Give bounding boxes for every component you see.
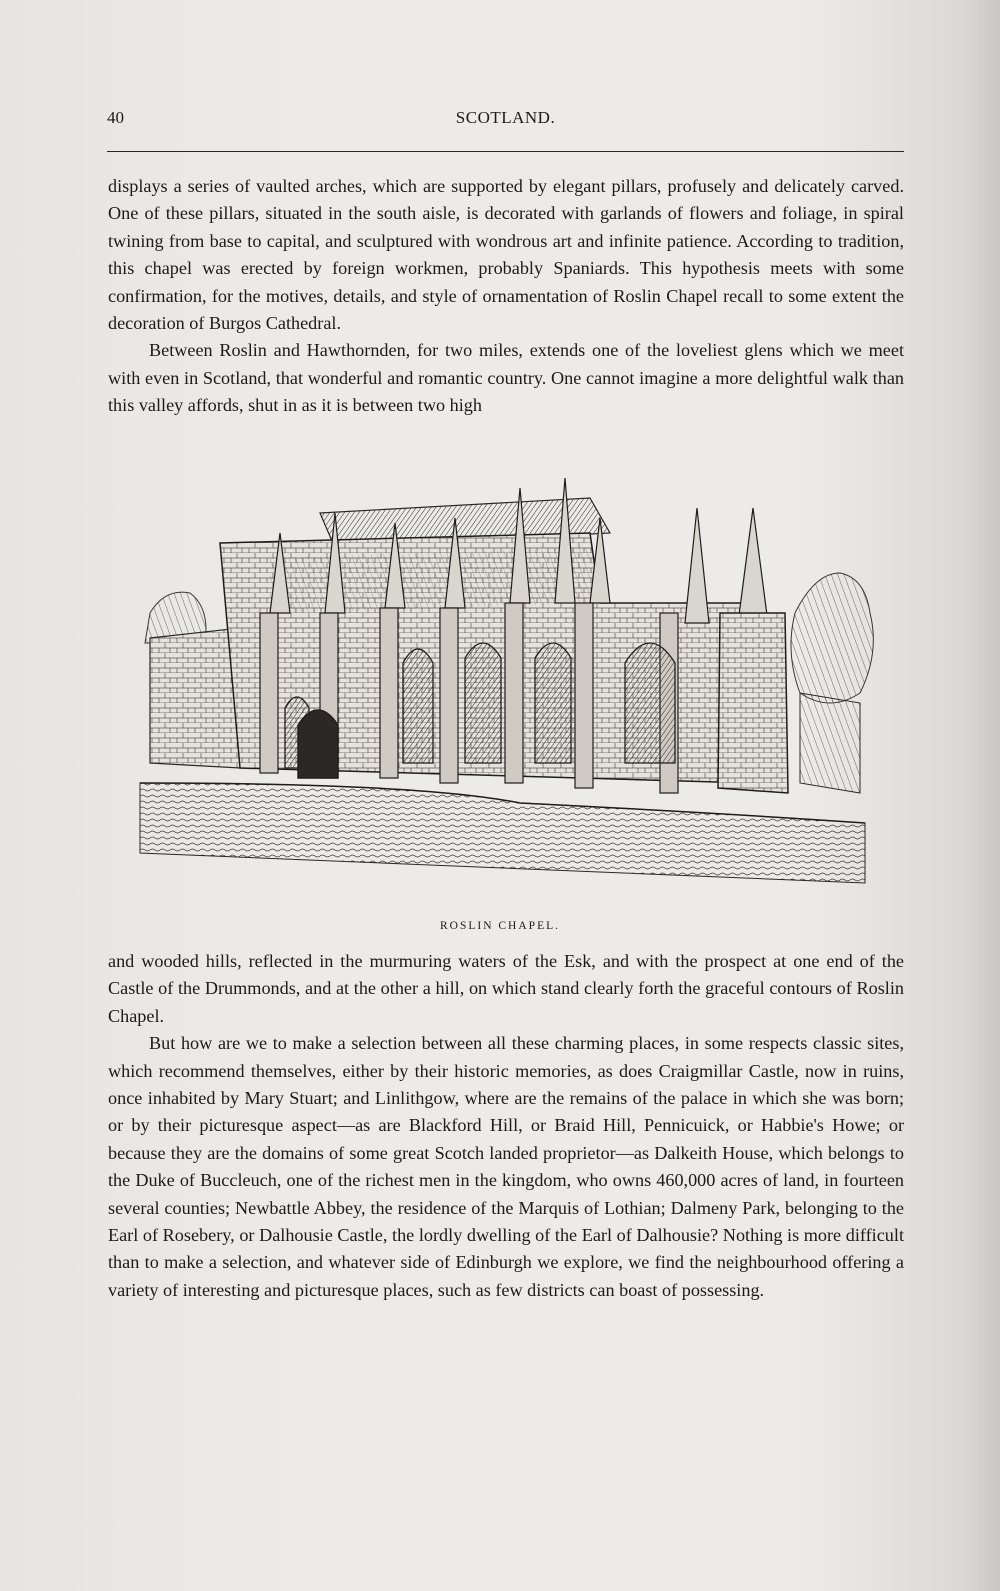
- page-number: 40: [107, 108, 124, 127]
- header-rule: [107, 151, 904, 152]
- paragraph: and wooded hills, reflected in the murmuring waters of the Esk, and with the prospect at one end of the Castle of the Drummonds, and at the other a hill, on which stand clearly forth the graceful contours of Roslin Chapel.: [108, 951, 904, 1026]
- roslin-chapel-illustration: [120, 463, 880, 908]
- figure-caption: ROSLIN CHAPEL.: [439, 920, 560, 932]
- paragraph: But how are we to make a selection between all these charming places, in some respects classic sites, which recommend themselves, either by their historic memories, as does Craigmillar Castle, now in ruins, once inhabited by Mary Stuart; and Linlithgow, where are the remains of the palace in which she was born; or by their picturesque aspect—as are Blackford Hill, or Braid Hill, Pennicuick, or Habbie's Howe; or because they are the domains of some great Scotch landed proprietor—as Dalkeith House, which belongs to the Duke of Buccleuch, one of the richest men in the kingdom, who owns 460,000 acres of land, in fourteen several counties; Newbattle Abbey, the residence of the Marquis of Lothian; Dalmeny Park, belonging to the Earl of Rosebery, or Dalhousie Castle, the lordly dwelling of the Earl of Dalhousie? Nothing is more difficult than to make a selection, and whatever side of Edinburgh we explore, we find the neighbourhood offering a variety of interesting and picturesque places, such as few districts can boast of possessing.: [108, 1033, 904, 1300]
- paragraph: Between Roslin and Hawthornden, for two miles, extends one of the loveliest glens which we meet with even in Scotland, that wonderful and romantic country. One cannot imagine a more delightful walk than this valley affords, shut in as it is between two high: [108, 340, 904, 416]
- top-text-block: [108, 173, 904, 420]
- paragraph: displays a series of vaulted arches, which are supported by elegant pillars, profusely and delicately carved. One of these pillars, situated in the south aisle, is decorated with garlands of flowers and foliage, in spiral twining from base to capital, and sculptured with wondrous art and infinite patience. According to tradition, this chapel was erected by foreign workmen, probably Spaniards. This hypothesis meets with some confirmation, for the motives, details, and style of ornamentation of Roslin Chapel recall to some extent the decoration of Burgos Cathedral.: [108, 176, 904, 334]
- running-title: SCOTLAND.: [455, 108, 556, 127]
- page-header: [107, 108, 904, 132]
- bottom-text-block: [108, 948, 904, 1304]
